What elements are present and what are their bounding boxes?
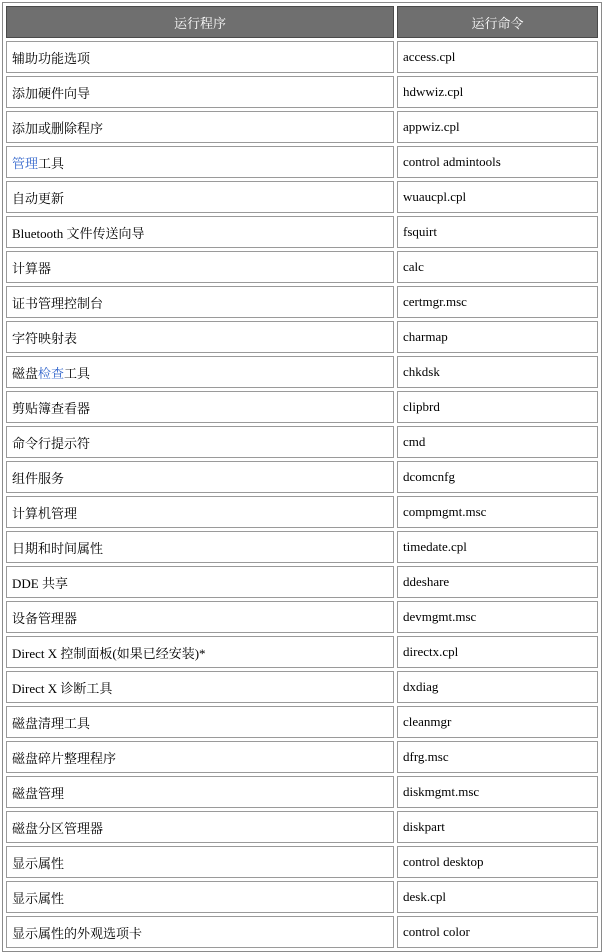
program-cell: DDE 共享 <box>6 566 394 598</box>
table-row <box>6 426 598 458</box>
table-row <box>6 916 598 948</box>
program-cell: 组件服务 <box>6 461 394 493</box>
run-commands-table <box>2 2 602 952</box>
table-row <box>6 286 598 318</box>
command-cell: diskpart <box>397 811 598 843</box>
table-row <box>6 111 598 143</box>
program-cell: Direct X 控制面板(如果已经安装)* <box>6 636 394 668</box>
command-cell: calc <box>397 251 598 283</box>
table-row <box>6 531 598 563</box>
program-cell: 日期和时间属性 <box>6 531 394 563</box>
program-cell <box>6 146 394 178</box>
command-cell: desk.cpl <box>397 881 598 913</box>
program-cell: 证书管理控制台 <box>6 286 394 318</box>
program-link[interactable]: 检查 <box>38 365 65 381</box>
command-cell: appwiz.cpl <box>397 111 598 143</box>
program-cell: 磁盘分区管理器 <box>6 811 394 843</box>
command-cell: chkdsk <box>397 356 598 388</box>
program-cell: 磁盘碎片整理程序 <box>6 741 394 773</box>
command-cell: timedate.cpl <box>397 531 598 563</box>
table-row <box>6 76 598 108</box>
program-cell: 显示属性 <box>6 846 394 878</box>
program-cell: 计算机管理 <box>6 496 394 528</box>
table-row <box>6 741 598 773</box>
table-row <box>6 251 598 283</box>
table-row <box>6 601 598 633</box>
command-cell: directx.cpl <box>397 636 598 668</box>
table-row <box>6 461 598 493</box>
program-cell: 磁盘清理工具 <box>6 706 394 738</box>
program-cell: 显示属性 <box>6 881 394 913</box>
table-row <box>6 496 598 528</box>
table-row <box>6 846 598 878</box>
program-cell: 自动更新 <box>6 181 394 213</box>
command-cell: clipbrd <box>397 391 598 423</box>
command-cell: wuaucpl.cpl <box>397 181 598 213</box>
command-cell: dcomcnfg <box>397 461 598 493</box>
command-cell: hdwwiz.cpl <box>397 76 598 108</box>
command-cell: compmgmt.msc <box>397 496 598 528</box>
table-row <box>6 391 598 423</box>
table-row <box>6 671 598 703</box>
program-cell: 命令行提示符 <box>6 426 394 458</box>
program-cell: Bluetooth 文件传送向导 <box>6 216 394 248</box>
table-row <box>6 811 598 843</box>
header-program: 运行程序 <box>6 6 394 38</box>
program-cell: 添加或删除程序 <box>6 111 394 143</box>
table-row <box>6 881 598 913</box>
command-cell: fsquirt <box>397 216 598 248</box>
program-cell: 计算器 <box>6 251 394 283</box>
table-row <box>6 776 598 808</box>
command-cell: dfrg.msc <box>397 741 598 773</box>
table-row <box>6 216 598 248</box>
table-row <box>6 636 598 668</box>
table-row <box>6 146 598 178</box>
program-cell: 磁盘管理 <box>6 776 394 808</box>
program-cell: Direct X 诊断工具 <box>6 671 394 703</box>
table-row <box>6 181 598 213</box>
command-cell: diskmgmt.msc <box>397 776 598 808</box>
table-row <box>6 356 598 388</box>
table-row <box>6 566 598 598</box>
program-text: 工具 <box>64 365 91 381</box>
table-row <box>6 706 598 738</box>
command-cell: control admintools <box>397 146 598 178</box>
command-cell: cmd <box>397 426 598 458</box>
program-cell: 辅助功能选项 <box>6 41 394 73</box>
command-cell: access.cpl <box>397 41 598 73</box>
command-cell: charmap <box>397 321 598 353</box>
program-link[interactable]: 管理 <box>12 155 39 171</box>
command-cell: certmgr.msc <box>397 286 598 318</box>
program-text: 工具 <box>38 155 65 171</box>
header-command: 运行命令 <box>397 6 598 38</box>
command-cell: cleanmgr <box>397 706 598 738</box>
program-text: 磁盘 <box>12 365 39 381</box>
program-cell: 添加硬件向导 <box>6 76 394 108</box>
program-cell: 剪贴簿查看器 <box>6 391 394 423</box>
program-cell: 设备管理器 <box>6 601 394 633</box>
command-cell: ddeshare <box>397 566 598 598</box>
program-cell: 字符映射表 <box>6 321 394 353</box>
table-header-row <box>6 6 598 38</box>
command-cell: control color <box>397 916 598 948</box>
command-cell: devmgmt.msc <box>397 601 598 633</box>
command-cell: dxdiag <box>397 671 598 703</box>
program-cell: 显示属性的外观选项卡 <box>6 916 394 948</box>
table-row <box>6 41 598 73</box>
program-cell <box>6 356 394 388</box>
table-row <box>6 321 598 353</box>
command-cell: control desktop <box>397 846 598 878</box>
